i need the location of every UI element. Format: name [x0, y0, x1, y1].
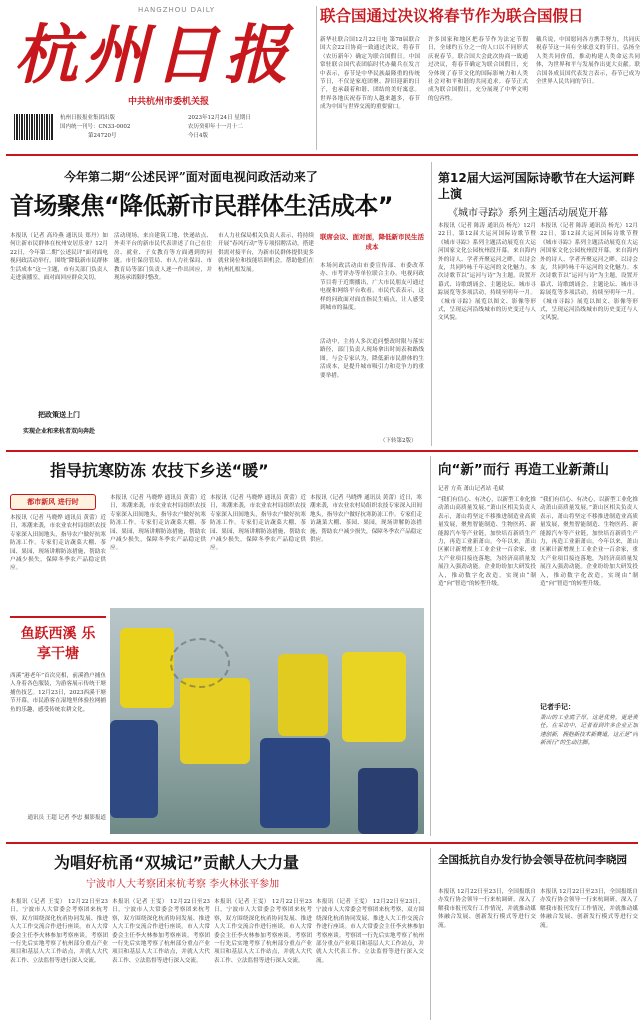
industry-headline[interactable]: 向“新”而行 再造工业新萧山 — [438, 462, 609, 478]
worker-figure-4 — [342, 652, 406, 742]
entrepreneur-headline[interactable]: 全国抵抗自办发行协会领导莅杭问李晓园 — [438, 854, 627, 866]
lead-story-body-2: 市人力社保局相关负责人表示，将持续开展“春风行动”等专项招聘活动，搭建供需对接平台，为新市民群体提供更多就业岗位和技能培训机会，帮助他们在杭州扎根发展。 — [218, 233, 314, 273]
industry-notes: 萧山的工业底子厚，这是优势，更是责任。在采访中，记者看到许多企业正加速创新，拥抱新技术新赛道，这正是“向新而行”的生动注脚。 — [540, 715, 638, 747]
lead-story-intro: 本报讯（记者 高玲燕 通讯员 郑丹）如何让新市民群体在杭州安居乐业？12月22日，今年第二期“公述民评”面对面电视问政活动举行，围绕“降低新市民群体生活成本”这一主题，市有关部门负责人走进演播室，面对面回应群众关切。 — [10, 233, 108, 282]
lead-subhead-box — [320, 232, 424, 260]
lead-story-continued[interactable]: （下转第2版） — [380, 438, 417, 444]
fish-credit: 通讯员 王超 记者 李忠 摄影报道 — [27, 815, 106, 821]
lead-sub-1: 把政策送上门 — [38, 410, 80, 419]
industry-notes-title: 记者手记： — [540, 702, 575, 711]
top-story-col-2: 许多国家和地区把春节作为法定节假日，全球约五分之一的人口以不同形式庆祝春节。联合国大会此次协商一致通过决议，将春节确定为联合国假日，充分体现了春节文化的国际影响力和人类社会对和平和谐的共同追求。春节正式成为联合国假日，充分展现了中华文明的包容性。 — [428, 37, 528, 102]
industry-byline: 记者 方英 萧山记者站 毛斌 — [438, 486, 504, 492]
lead-story-body-3: 本场问政活动由市委宣传部、市委改革办、市考评办等单位联合主办。电视问政节目将于近期播出，广大市民朋友可通过电视和网络平台收看。市民代表表示，这样的问政面对面直指民生痛点，让人感受到城市的温度。 — [320, 263, 424, 312]
info-issue: 第24720号 — [88, 133, 117, 139]
industry-body-1: “我们有信心、有决心，以新型工业化推动萧山高质量发展。”萧山区相关负责人表示，萧山将坚定不移推进制造业高质量发展，聚焦智能制造、生物医药、新能源汽车等产业链，加快培育新质生产力，再造工业新萧山。今年以来，萧山区累计新增规上工业企业一百余家，重大产业项目接连落地，为经济高质量发展注入强劲动能。企业纷纷加大研发投入，推动数字化改造，实现由“制造”向“智造”的转型升级。 — [438, 497, 536, 588]
info-publisher: 杭州日报报业集团出版 — [60, 115, 116, 121]
canal-story-body-2: 本报讯（记者 陈涛 通讯员 杨光）12月22日，第12届大运河国际诗歌节暨《城市寻踪》系列主题活动展览在大运河国家文化公园杭州段开幕。来自海内外的诗人、学者齐聚运河之畔，以诗会友，共同吟咏千年运河的文化魅力。本次诗歌节以“运河与诗”为主题，设置开幕式、诗歌朗诵会、主题论坛、城市寻踪展览等多项活动，持续至明年一月。《城市寻踪》展览以图文、影像等形式，呈现运河沿线城市的历史变迁与人文风貌。 — [540, 223, 638, 322]
anti-flood-body-3: 本报讯（记者 马晓烨 通讯员 黄蕾）近日，寒潮来袭，市农业农村局组织农技专家深入田间地头，指导农户做好抗寒防冻工作。专家们走访蔬菜大棚、茶园、果园，现场讲解防冻措施，帮助农户减少损失，保障冬季农产品稳定供应。 — [210, 495, 306, 552]
middle-divider — [430, 456, 431, 836]
lead-story-kicker[interactable]: 今年第二期“公述民评”面对面电视问政活动来了 — [64, 170, 318, 184]
fish-caption-box — [10, 616, 106, 832]
council-subhead: 宁波市人大考察团来杭考察 李火林张平参加 — [86, 879, 280, 890]
anti-flood-body-4: 本报讯（记者 马晓烨 通讯员 黄蕾）近日，寒潮来袭，市农业农村局组织农技专家深入田间地头，指导农户做好抗寒防冻工作。专家们走访蔬菜大棚、茶园、果园，现场讲解防冻措施，帮助农户减少损失，保障冬季农产品稳定供应。 — [310, 495, 422, 544]
industry-body-2: “我们有信心、有决心，以新型工业化推动萧山高质量发展。”萧山区相关负责人表示，萧山将坚定不移推进制造业高质量发展，聚焦智能制造、生物医药、新能源汽车等产业链，加快培育新质生产力，再造工业新萧山。今年以来，萧山区累计新增规上工业企业一百余家，重大产业项目接连落地，为经济高质量发展注入强劲动能。企业纷纷加大研发投入，推动数字化改造，实现由“制造”向“智造”的转型升级。 — [540, 497, 638, 588]
entrepreneur-body-2: 本报讯 12月22日至23日，全国报纸自办发行协会领导一行来杭调研，深入了解我市报刊发行工作情况，并就推动媒体融合发展、创新发行模式等进行交流。 — [540, 889, 638, 929]
council-body-2: 本报讯（记者 王雯） 12月22日至23日，宁波市人大常委会考察团来杭考察，双方围绕深化杭甬协同发展、推进人大工作交流合作进行座谈。市人大常委会主任李火林参加考察座谈。考察团一行先后实地考察了杭州部分重点产业项目和基层人大工作站点，并就人大代表工作、立法监督等进行深入交流。 — [112, 899, 210, 964]
fish-photo[interactable] — [110, 608, 424, 834]
fish-caption-title: 鱼跃西溪 乐享干塘 — [20, 626, 96, 662]
council-body-3: 本报讯（记者 王雯） 12月22日至23日，宁波市人大常委会考察团来杭考察，双方围绕深化杭甬协同发展、推进人大工作交流合作进行座谈。市人大常委会主任李火林参加考察座谈。考察团一行先后实地考察了杭州部分重点产业项目和基层人大工作站点，并就人大代表工作、立法监督等进行深入交流。 — [214, 899, 312, 964]
anti-flood-body-2: 本报讯（记者 马晓烨 通讯员 黄蕾）近日，寒潮来袭，市农业农村局组织农技专家深入田间地头，指导农户做好抗寒防冻工作。专家们走访蔬菜大棚、茶园、果园，现场讲解防冻措施，帮助农户减少损失，保障冬季农产品稳定供应。 — [110, 495, 206, 552]
anti-flood-headline[interactable]: 指导抗寒防冻 农技下乡送“暖” — [50, 461, 269, 480]
info-lunar: 农历癸卯年十一月十二 — [188, 124, 244, 130]
canal-story-headline[interactable]: 第12届大运河国际诗歌节在大运河畔上演 — [438, 171, 635, 201]
info-pages: 今日4版 — [188, 133, 208, 139]
masthead-title: 杭州日报 — [14, 18, 294, 93]
masthead-divider — [316, 6, 317, 150]
worker-figure-6 — [260, 738, 330, 828]
masthead-info-right — [188, 114, 251, 141]
council-body-1: 本报讯（记者 王雯） 12月22日至23日，宁波市人大常委会考察团来杭考察，双方围绕深化杭甬协同发展、推进人大工作交流合作进行座谈。市人大常委会主任李火林参加考察座谈。考察团一行先后实地考察了杭州部分重点产业项目和基层人大工作站点，并就人大代表工作、立法监督等进行深入交流。 — [10, 899, 108, 964]
lead-sub-2: 实现企业和来杭者双向奔赴 — [22, 428, 95, 435]
worker-figure-7 — [358, 768, 418, 834]
canal-story-body-1: 本报讯（记者 陈涛 通讯员 杨光）12月22日，第12届大运河国际诗歌节暨《城市寻踪》系列主题活动展览在大运河国家文化公园杭州段开幕。来自海内外的诗人、学者齐聚运河之畔，以诗会友，共同吟咏千年运河的文化魅力。本次诗歌节以“运河与诗”为主题，设置开幕式、诗歌朗诵会、主题论坛、城市寻踪展览等多项活动，持续至明年一月。《城市寻踪》展览以图文、影像等形式，呈现运河沿线城市的历史变迁与人文风貌。 — [438, 223, 536, 322]
section-rule-2 — [6, 842, 638, 844]
lead-story-body-1: 活动现场，来自建筑工地、快递站点、外卖平台的新市民代表讲述了自己在住房、就业、子女教育等方面遇到的问题。市住保房管局、市人力社保局、市教育局等部门负责人逐一作出回应，并现场承诺限时整改。 — [114, 233, 212, 282]
info-cn: 国内统一刊号：CN33-0002 — [60, 124, 131, 130]
masthead-rule — [6, 154, 638, 156]
masthead-info-left — [60, 114, 130, 141]
section-rule-1 — [6, 450, 638, 452]
worker-figure-5 — [110, 720, 158, 818]
anti-flood-body-1: 本报讯（记者 马晓烨 通讯员 黄蕾）近日，寒潮来袭，市农业农村局组织农技专家深入田间地头，指导农户做好抗寒防冻工作。专家们走访蔬菜大棚、茶园、果园，现场讲解防冻措施，帮助农户减少损失，保障冬季农产品稳定供应。 — [10, 515, 106, 572]
entrepreneur-body-1: 本报讯 12月22日至23日，全国报纸自办发行协会领导一行来杭调研，深入了解我市报刊发行工作情况，并就推动媒体融合发展、创新发行模式等进行交流。 — [438, 889, 536, 929]
worker-figure-1 — [120, 628, 174, 708]
info-date: 2023年12月24日 星期日 — [188, 115, 251, 121]
lead-story-body-4: 活动中，主持人多次追问整改时限与落实路径，部门负责人现场拿出时间表和路线图。与会专家认为，降低新市民群体的生活成本，是提升城市吸引力和竞争力的重要举措。 — [320, 339, 424, 379]
top-story-headline[interactable]: 联合国通过决议将春节作为联合国假日 — [320, 7, 584, 25]
council-body-4: 本报讯（记者 王雯） 12月22日至23日，宁波市人大常委会考察团来杭考察，双方围绕深化杭甬协同发展、推进人大工作交流合作进行座谈。市人大常委会主任李火林参加考察座谈。考察团一行先后实地考察了杭州部分重点产业项目和基层人大工作站点，并就人大代表工作、立法监督等进行深入交流。 — [316, 899, 424, 964]
fishing-net — [170, 638, 230, 688]
bottom-divider — [430, 848, 431, 1020]
lead-story-headline[interactable]: 首场聚焦“降低新市民群体生活成本” — [10, 192, 394, 220]
top-story-col-1: 新华社联合国12月22日电 第78届联合国大会22日协商一致通过决议，将春节（农历新年）确定为联合国假日。中国常驻联合国代表团临时代办戴兵在发言中表示，春节是中华民族最隆重的传统节日，不仅是家庭团聚、辞旧迎新的日子，也承载着和谐、团结的美好寓意。世界各地庆祝春节的人越来越多，春节成为中国与世界交流的重要窗口。 — [320, 37, 420, 111]
council-headline[interactable]: 为唱好杭甬“双城记”贡献人大力量 — [54, 853, 300, 872]
top-story-col-3: 戴兵说，中国愿同各方携手努力，共同庆祝春节这一具有全球意义的节日，弘扬全人类共同价值，推动构建人类命运共同体，为世界和平与发展作出更大贡献。联合国各成员国代表发言表示，春节已成为全世界人民共同的节日。 — [536, 37, 640, 86]
top-story — [320, 4, 640, 154]
lead-divider — [431, 162, 432, 446]
anti-flood-badge — [10, 494, 96, 510]
lead-subhead: 联席会议、面对面，降低新市民生活成本 — [320, 233, 424, 251]
masthead-subtitle: 中共杭州市委机关报 — [128, 97, 210, 107]
fish-caption: 西溪“港老年”首次亮相，前溪渔户捕鱼人身着各色服装，为游客展示传统干塘捕鱼技艺。12月23日，2023西溪干塘节开幕，市民游客在湿地里体验拉网捕鱼的乐趣，感受传统农耕文化。 — [10, 673, 106, 713]
canal-story-subhead: 《城市寻踪》系列主题活动展览开幕 — [448, 208, 608, 219]
barcode — [14, 114, 54, 140]
masthead-small-label: HANGZHOU DAILY — [138, 6, 215, 14]
badge-label: 都市新风 进行时 — [27, 497, 79, 506]
worker-figure-2 — [180, 678, 250, 764]
worker-figure-3 — [278, 654, 328, 736]
